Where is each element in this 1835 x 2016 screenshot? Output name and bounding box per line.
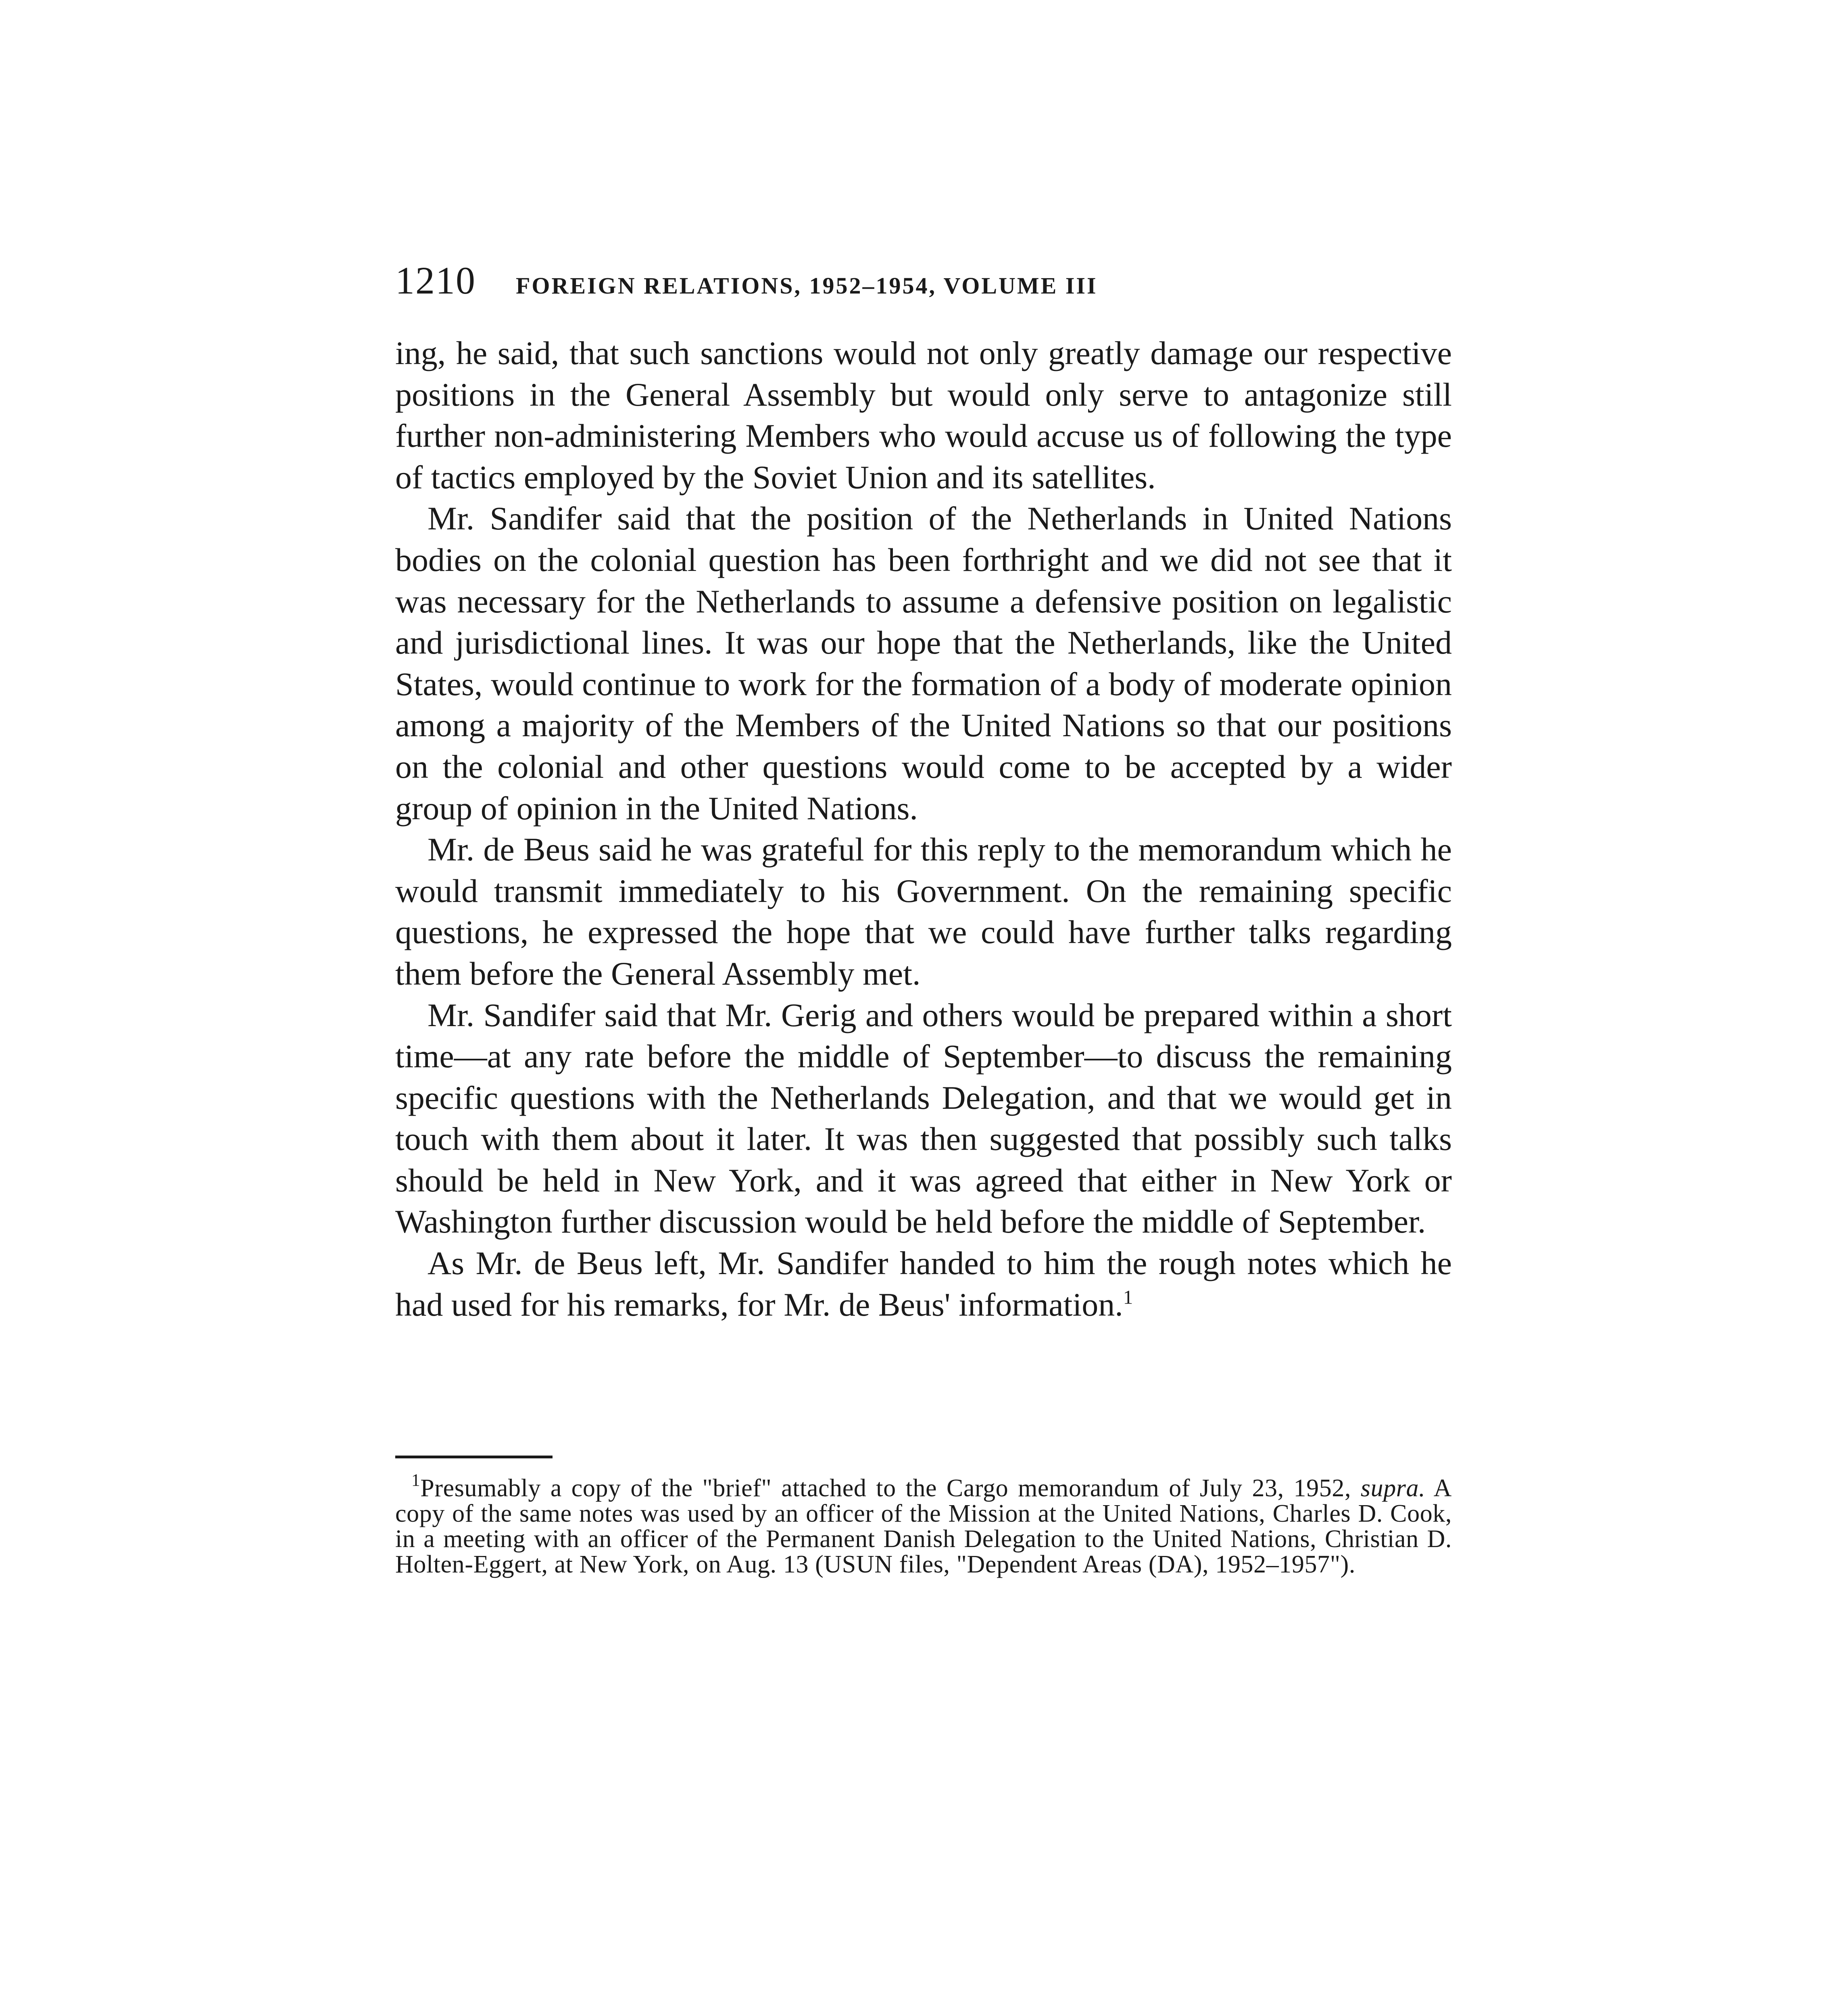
paragraph: [395, 498, 1452, 829]
paragraph-text: ing, he said, that such sanctions would not only greatly damage our respective positions in the General Assembly but would only serve to antagonize still further non-administering Members who would accuse us of following the type of tactics employed by the Soviet Union and its satellites.: [395, 335, 1452, 496]
paragraph-text: Mr. Sandifer said that Mr. Gerig and others would be prepared within a short time—at any rate before the middle of September—to discuss the remaining specific questions with the Netherlands Delegation, and that we would get in touch with them about it later. It was then suggested that possibly such talks should be held in New York, and it was agreed that either in New York or Washington further discussion would be held before the middle of September.: [395, 996, 1452, 1240]
paragraph-text: As Mr. de Beus left, Mr. Sandifer handed to him the rough notes which he had used for his remarks, for Mr. de Beus' information.: [395, 1245, 1452, 1323]
paragraph: [395, 829, 1452, 994]
page-number: 1210: [395, 259, 476, 302]
paragraph: [395, 995, 1452, 1243]
footnote: [395, 1470, 1452, 1578]
running-title: FOREIGN RELATIONS, 1952–1954, VOLUME III: [516, 273, 1098, 299]
footnote-marker: 1: [411, 1470, 421, 1490]
running-head: [395, 258, 1444, 302]
paragraph-continued: [395, 333, 1452, 498]
paragraph-text: Mr. Sandifer said that the position of the Netherlands in United Nations bodies on the colonial question has been forthright and we did not see that it was necessary for the Netherlands to assume a defensive position on legalistic and jurisdictional lines. It was our hope that the Netherlands, like the United States, would continue to work for the formation of a body of moderate opinion among a majority of the Members of the United Nations so that our positions on the colonial and other questions would come to be accepted by a wider group of opinion in the United Nations.: [395, 500, 1452, 827]
paragraph: [395, 1243, 1452, 1325]
body-text: [395, 333, 1452, 1325]
footnote-reference: 1: [1123, 1286, 1133, 1308]
footnote-divider: [395, 1456, 553, 1458]
footnote-text: A copy of the same notes was used by an officer of the Mission at the United Nations, Charles D. Cook, in a meeting with an officer of the Permanent Danish Delegation to the United Nations, Christian D. Holten-Eggert, at New York, on Aug. 13 (USUN files, "Dependent Areas (DA), 1952–1957").: [395, 1475, 1452, 1578]
footnote-text: Presumably a copy of the "brief" attached to the Cargo memorandum of July 23, 1952,: [420, 1475, 1361, 1502]
paragraph-text: Mr. de Beus said he was grateful for this reply to the memorandum which he would transmit immediately to his Government. On the remaining specific questions, he expressed the hope that we could have further talks regarding them before the General Assembly met.: [395, 831, 1452, 992]
footnote-italic-text: supra.: [1360, 1475, 1426, 1502]
